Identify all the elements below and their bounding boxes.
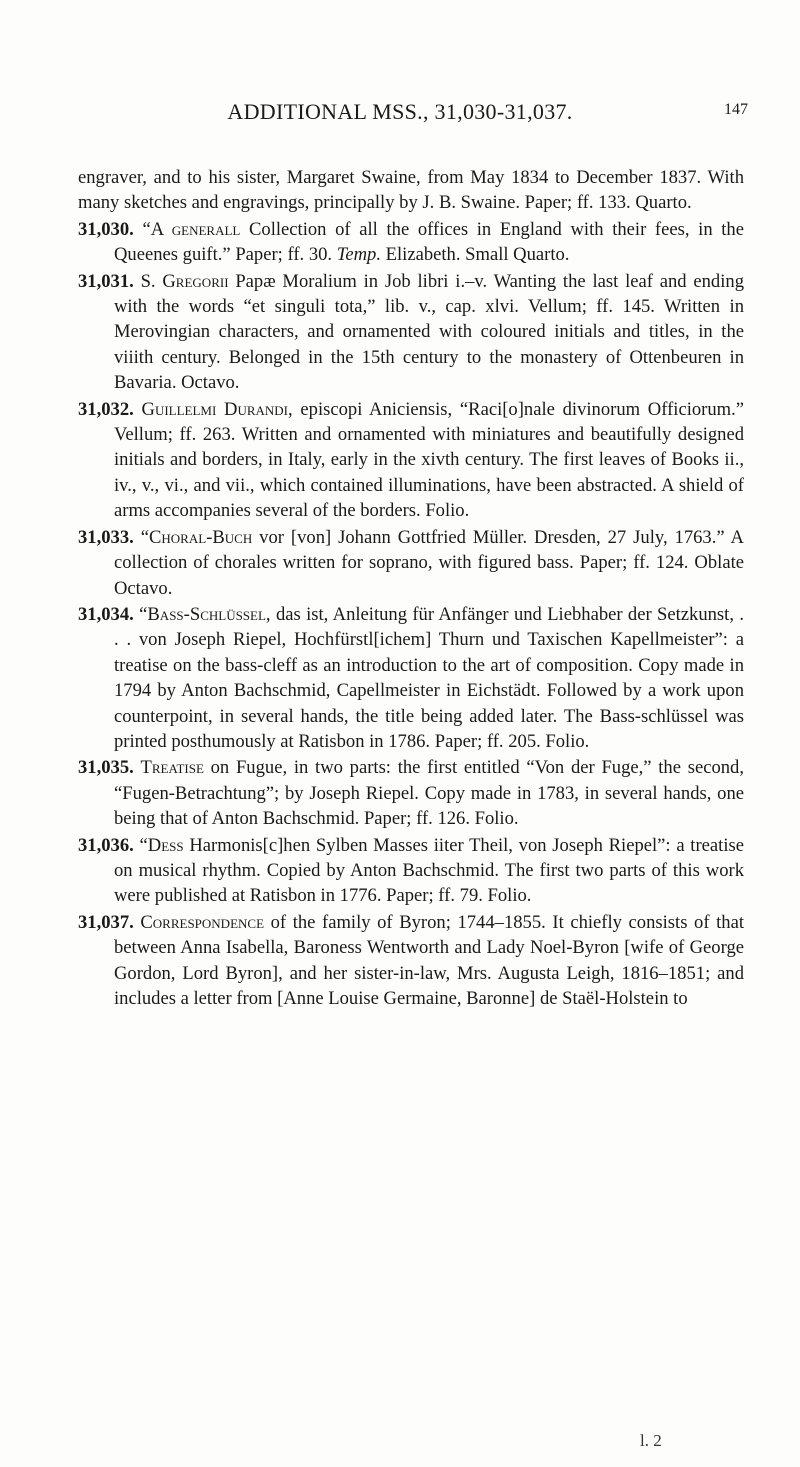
entry-lead: “Choral-Buch bbox=[140, 526, 253, 548]
catalogue-entry bbox=[78, 910, 744, 1012]
entry-number: 31,033. bbox=[78, 526, 134, 548]
page-number: 147 bbox=[724, 101, 748, 118]
catalogue-body bbox=[78, 165, 744, 1012]
entry-lead: “Dess bbox=[139, 834, 184, 856]
entry-number: 31,034. bbox=[78, 603, 134, 625]
entry-number: 31,035. bbox=[78, 757, 134, 779]
catalogue-entry bbox=[78, 755, 744, 831]
signature-mark: l. 2 bbox=[640, 1431, 662, 1450]
entry-text: Harmonis[c]hen Sylben Masses iiter Theil, von Joseph Riepel”: a treatise on musical rhythm. Copied by Anton Bachschmid. The first two parts of this work were published at Ratisbon in 1776. Paper; ff. 79. Folio. bbox=[114, 834, 744, 907]
catalogue-entry bbox=[78, 833, 744, 909]
catalogue-entry bbox=[78, 525, 744, 601]
entry-lead: Guillelmi Durandi, bbox=[141, 398, 293, 420]
continuation-paragraph: engraver, and to his sister, Margaret Swaine, from May 1834 to December 1837. With many sketches and engravings, principally by J. B. Swaine. Paper; ff. 133. Quarto. bbox=[78, 167, 744, 214]
entry-text: vor [von] Johann Gottfried Müller. Dresden, 27 July, 1763.” A collection of chorales written for soprano, with figured bass. Paper; ff. 124. Oblate Octavo. bbox=[114, 526, 744, 599]
entry-lead: “Bass-Schlüssel, bbox=[139, 603, 271, 625]
catalogue-entry bbox=[78, 602, 744, 754]
entry-text: on Fugue, in two parts: the first entitled “Von der Fuge,” the second, “Fugen-Betrachtung”; by Joseph Riepel. Copy made in 1783, in several hands, one being that of Anton Bachschmid. Paper; ff. 126. Folio. bbox=[114, 757, 745, 830]
page-header bbox=[0, 97, 800, 131]
catalogue-entry bbox=[78, 269, 744, 396]
entry-number: 31,031. bbox=[78, 270, 134, 292]
entry-text: Papæ Moralium in Job libri i.–v. Wanting the last leaf and ending with the words “et singuli tota,” lib. v., cap. xlvi. Vellum; ff. 145. Written in Merovingian characters, and ornamented with coloured initials and titles, in the viiith century. Belonged in the 15th century to the monastery of Ottenbeuren in Bavaria. Octavo. bbox=[114, 270, 744, 394]
entry-italic: Temp. bbox=[336, 244, 381, 266]
entry-text: of the family of Byron; 1744–1855. It chiefly consists of that between Anna Isabella, Baroness Wentworth and Lady Noel-Byron [wife of George Gordon, Lord Byron], and her sister-in-law, Mrs. Augusta Leigh, 1816–1851; and includes a letter from [Anne Louise Germaine, Baronne] de Staël-Holstein to bbox=[114, 911, 744, 1009]
entry-text: das ist, Anleitung für Anfänger und Liebhaber der Setzkunst, . . . von Joseph Riepel, Hochfürstl[ichem] Thurn und Taxischen Kapellmeister”: a treatise on the bass-cleff as an introduction to the art of composition. Copy made in 1794 by Anton Bachschmid, Capellmeister in Eichstädt. Followed by a work upon counterpoint, in several hands, the title being added later. The Bass-schlüssel was printed posthumously at Ratisbon in 1786. Paper; ff. 205. Folio. bbox=[114, 603, 744, 752]
entry-lead: Treatise bbox=[140, 757, 204, 779]
running-title: ADDITIONAL MSS., 31,030-31,037. bbox=[227, 99, 573, 124]
entry-text: Collection of all the offices in England with their fees, in the Queenes guift.” Paper; ff. 30. bbox=[114, 218, 744, 266]
catalogue-entry bbox=[78, 217, 744, 268]
entry-lead: S. Gregorii bbox=[140, 270, 229, 292]
entry-number: 31,032. bbox=[78, 398, 134, 420]
entry-tail: Elizabeth. Small Quarto. bbox=[380, 244, 570, 266]
catalogue-entry bbox=[78, 397, 744, 524]
entry-number: 31,036. bbox=[78, 834, 134, 856]
entry-number: 31,030. bbox=[78, 218, 134, 240]
entry-text: episcopi Aniciensis, “Raci[o]nale divinorum Officiorum.” Vellum; ff. 263. Written and ornamented with miniatures and beautifully designed initials and borders, in Italy, early in the xivth century. The first leaves of Books ii., iv., v., vi., and vii., which contained illuminations, have been abstracted. A shield of arms accompanies several of the borders. Folio. bbox=[114, 398, 745, 522]
entry-lead: “A generall bbox=[142, 218, 241, 240]
entry-lead: Correspondence bbox=[140, 911, 265, 933]
entry-number: 31,037. bbox=[78, 911, 134, 933]
